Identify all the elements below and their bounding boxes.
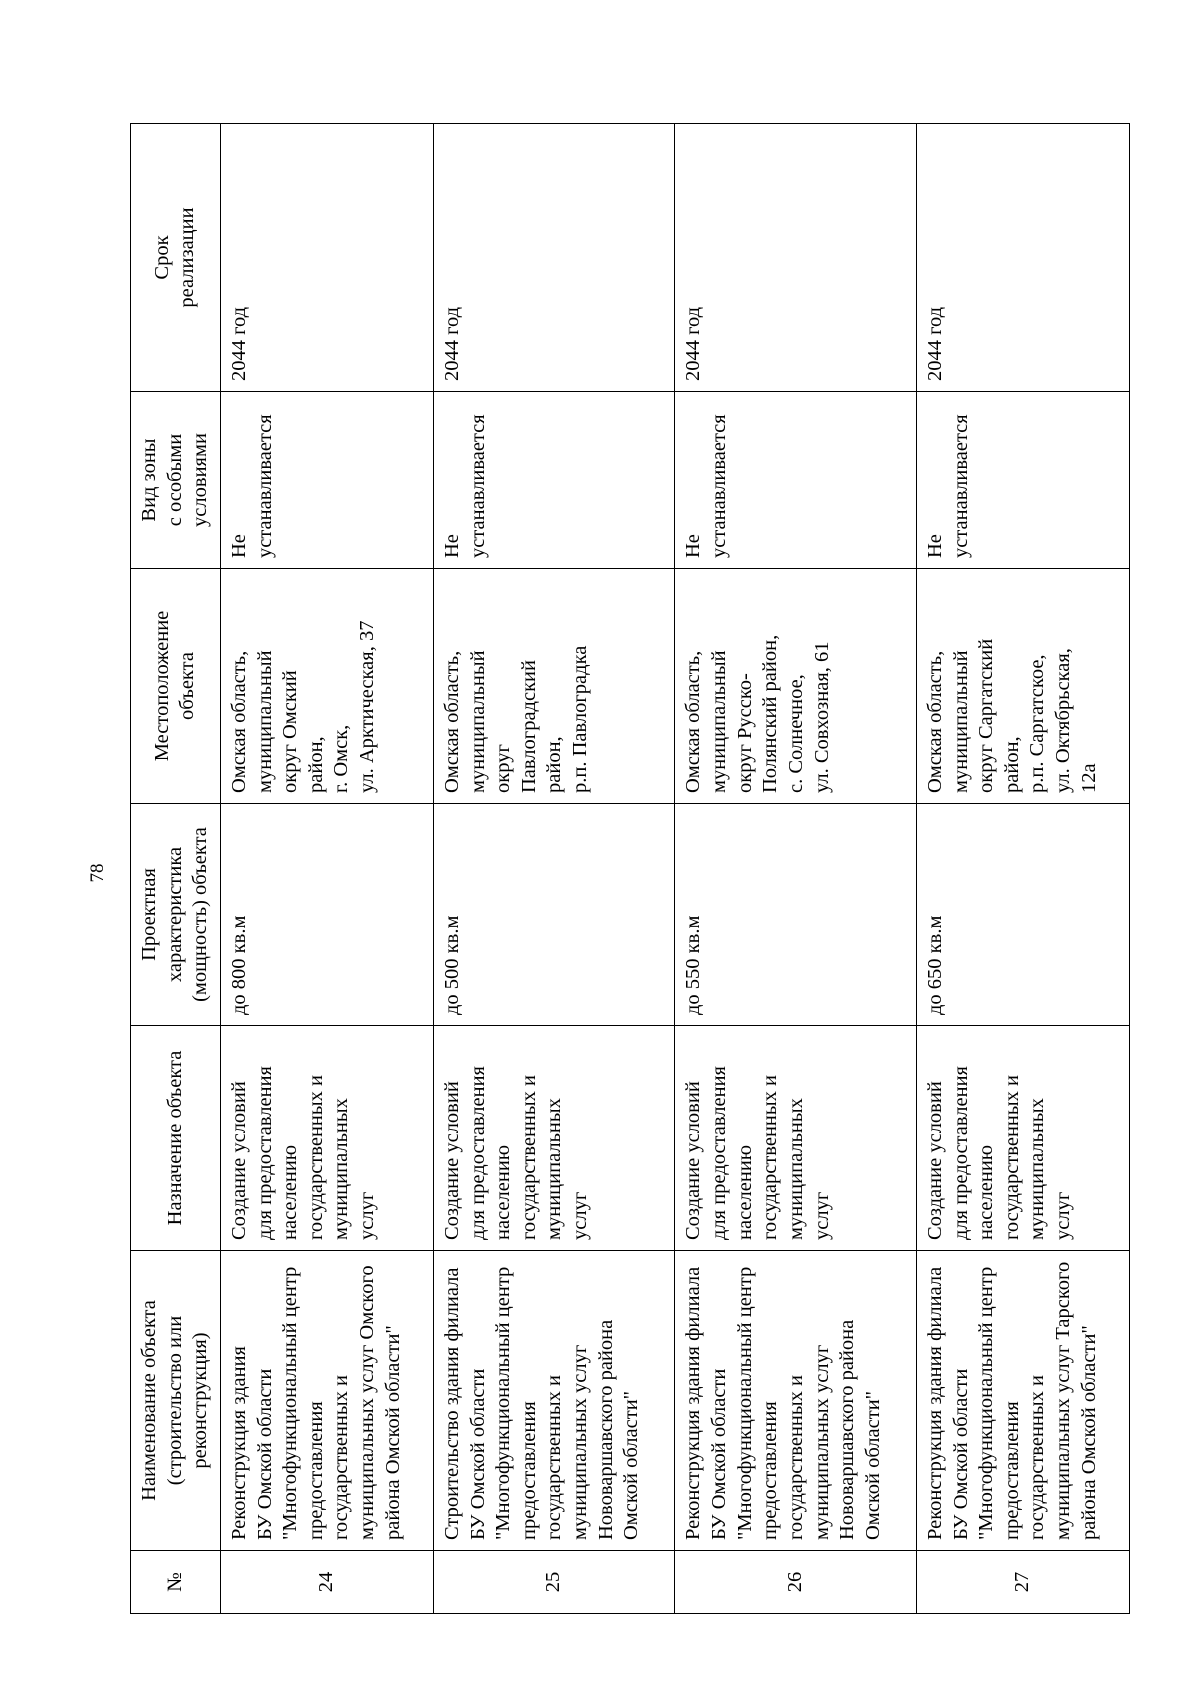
cell-purpose-line: для предоставления [949,1066,972,1240]
cell-name-line: предоставления [304,1401,327,1540]
cell-purpose-line: услуг [569,1191,592,1240]
cell-location [675,569,916,804]
header-purpose [131,1026,221,1251]
cell-name-line: государственных и [1026,1374,1049,1540]
cell-purpose-line: государственных и [304,1074,327,1240]
header-term [131,124,221,392]
cell-name-line: Строительство здания филиала [440,1267,463,1540]
cell-name-line: Реконструкция здания [227,1346,250,1540]
cell-purpose-line: муниципальных [1026,1098,1049,1240]
cell-zone-line: устанавливается [253,414,276,558]
cell-name-line: муниципальных услуг Тарского [1052,1261,1075,1540]
cell-capacity [433,804,674,1026]
header-capacity-line: Проектная [138,868,160,961]
cell-term-line: 2044 год [440,306,463,381]
cell-location-line: район, [543,736,566,793]
cell-location-line: муниципальный [949,650,972,793]
header-name [131,1251,221,1551]
header-zone-line: условиями [189,433,212,527]
cell-purpose-line: государственных и [517,1074,540,1240]
cell-term-line: 2044 год [227,306,250,381]
header-capacity-line: характеристика [163,846,186,983]
cell-term-line: 2044 год [923,306,946,381]
cell-purpose-line: Создание условий [227,1081,250,1240]
cell-location-line: округ Саргатский [975,638,998,793]
header-location-line: объекта [176,652,199,720]
cell-purpose-line: Создание условий [440,1081,463,1240]
cell-location-line: г. Омск, [330,724,353,793]
cell-name-line: БУ Омской области [949,1368,972,1540]
cell-purpose [675,1026,916,1251]
cell-name-line: Реконструкция здания филиала [682,1266,705,1540]
cell-name-line: государственных и [543,1374,566,1540]
header-term-line: Срок [150,235,173,280]
cell-name [220,1251,433,1551]
cell-location-line: округ Русско- [733,673,756,793]
cell-name-line: Реконструкция здания филиала [923,1266,946,1540]
cell-zone [220,392,433,569]
cell-purpose [433,1026,674,1251]
cell-purpose-line: государственных и [759,1074,782,1240]
cell-purpose-line: для предоставления [466,1066,489,1240]
cell-name-line: государственных и [330,1374,353,1540]
cell-zone-line: Не [440,534,463,558]
table-row [916,124,1129,1614]
cell-capacity-line: до 550 кв.м [682,915,705,1015]
cell-location-line: округ Омский [279,670,302,793]
cell-name-line: государственных и [784,1374,807,1540]
cell-location-line: Павлоградский [517,660,540,793]
cell-location-line: ул. Арктическая, 37 [356,620,378,793]
cell-purpose [220,1026,433,1251]
cell-location-line: 12а [1077,763,1100,793]
table-header [131,124,221,1614]
cell-name [433,1251,674,1551]
cell-zone [433,392,674,569]
cell-purpose-line: государственных и [1000,1074,1023,1240]
header-term-line: реализации [176,207,199,308]
cell-name-line: "Многофункциональный центр [733,1266,756,1540]
cell-capacity-line: до 800 кв.м [227,915,250,1015]
cell-term [916,124,1129,392]
header-purpose-line: Назначение объекта [163,1050,186,1226]
header-num-line: № [163,1572,186,1592]
cell-purpose-line: населению [733,1144,756,1240]
cell-location-line: Омская область, [682,650,705,793]
cell-term [675,124,916,392]
header-location [131,569,221,804]
cell-num: 24 [220,1551,433,1614]
cell-name-line: Омской области" [620,1390,643,1540]
cell-name-line: района Омской области" [381,1325,404,1540]
header-zone-line: Вид зоны [138,438,160,522]
cell-location-line: Омская область, [923,650,946,793]
cell-name-line: предоставления [1000,1401,1023,1540]
rotated-table-container [130,124,1130,1614]
cell-zone-line: Не [227,534,250,558]
header-capacity [131,804,221,1026]
cell-location-line: ул. Совхозная, 61 [810,641,833,793]
cell-num: 27 [916,1551,1129,1614]
cell-term [433,124,674,392]
cell-purpose-line: услуг [1052,1191,1075,1240]
cell-location-line: муниципальный [466,650,489,793]
cell-name-line: муниципальных услуг Омского [356,1265,378,1540]
page-number: 78 [87,863,108,883]
cell-capacity [675,804,916,1026]
cell-location-line: Омская область, [440,650,463,793]
cell-location-line: р.п. Саргатское, [1026,654,1049,793]
cell-num: 26 [675,1551,916,1614]
cell-purpose-line: Создание условий [923,1081,946,1240]
cell-name-line: БУ Омской области [466,1368,489,1540]
cell-zone [916,392,1129,569]
cell-name-line: "Многофункциональный центр [975,1266,998,1540]
cell-name-line: предоставления [517,1401,540,1540]
cell-name [916,1251,1129,1551]
table-body [220,124,1129,1614]
cell-term [220,124,433,392]
header-num [131,1551,221,1614]
cell-name-line: муниципальных услуг [810,1344,833,1540]
cell-purpose-line: муниципальных [330,1098,353,1240]
cell-location [916,569,1129,804]
cell-capacity [220,804,433,1026]
cell-name-line: "Многофункциональный центр [492,1266,515,1540]
cell-purpose [916,1026,1129,1251]
header-location-line: Местоположение [150,610,173,762]
header-zone [131,392,221,569]
header-row [131,124,221,1614]
cell-location-line: ул. Октябрьская, [1052,648,1075,793]
cell-name-line: БУ Омской области [253,1368,276,1540]
cell-purpose-line: населению [492,1144,515,1240]
cell-name-line: БУ Омской области [708,1368,731,1540]
cell-location-line: Полянский район, [759,634,782,793]
cell-zone-line: устанавливается [708,414,731,558]
header-name-line: Наименование объекта [138,1300,160,1501]
cell-purpose-line: услуг [356,1191,378,1240]
cell-location-line: округ [492,744,515,793]
cell-capacity-line: до 500 кв.м [440,915,463,1015]
table-row [220,124,433,1614]
cell-name [675,1251,916,1551]
cell-purpose-line: для предоставления [708,1066,731,1240]
table-row [675,124,916,1614]
cell-location-line: Омская область, [227,650,250,793]
cell-purpose-line: для предоставления [253,1066,276,1240]
cell-zone-line: устанавливается [949,414,972,558]
cell-purpose-line: услуг [810,1191,833,1240]
cell-purpose-line: муниципальных [784,1098,807,1240]
cell-term-line: 2044 год [682,306,705,381]
cell-location-line: муниципальный [708,650,731,793]
cell-zone-line: Не [923,534,946,558]
header-name-line: реконструкция) [189,1332,212,1469]
cell-location [220,569,433,804]
table-row [433,124,674,1614]
cell-name-line: Нововаршавского района [594,1319,617,1540]
cell-zone-line: Не [682,534,705,558]
cell-location-line: район, [304,736,327,793]
cell-location-line: с. Солнечное, [784,674,807,793]
cell-location-line: р.п. Павлоградка [569,645,592,793]
cell-zone [675,392,916,569]
cell-name-line: "Многофункциональный центр [279,1266,302,1540]
cell-name-line: Нововаршавского района [836,1319,859,1540]
header-name-line: (строительство или [163,1315,186,1486]
cell-name-line: Омской области" [861,1390,884,1540]
cell-purpose-line: муниципальных [543,1098,566,1240]
cell-purpose-line: Создание условий [682,1081,705,1240]
objects-table [130,123,1130,1614]
header-capacity-line: (мощность) объекта [189,827,212,1002]
cell-capacity-line: до 650 кв.м [923,915,946,1015]
cell-name-line: муниципальных услуг [569,1344,592,1540]
cell-location-line: район, [1000,736,1023,793]
cell-num: 25 [433,1551,674,1614]
header-zone-line: с особыми [163,433,186,527]
cell-location [433,569,674,804]
cell-zone-line: устанавливается [466,414,489,558]
cell-capacity [916,804,1129,1026]
cell-location-line: муниципальный [253,650,276,793]
cell-name-line: района Омской области" [1077,1325,1100,1540]
cell-purpose-line: населению [975,1144,998,1240]
cell-name-line: предоставления [759,1401,782,1540]
cell-purpose-line: населению [279,1144,302,1240]
